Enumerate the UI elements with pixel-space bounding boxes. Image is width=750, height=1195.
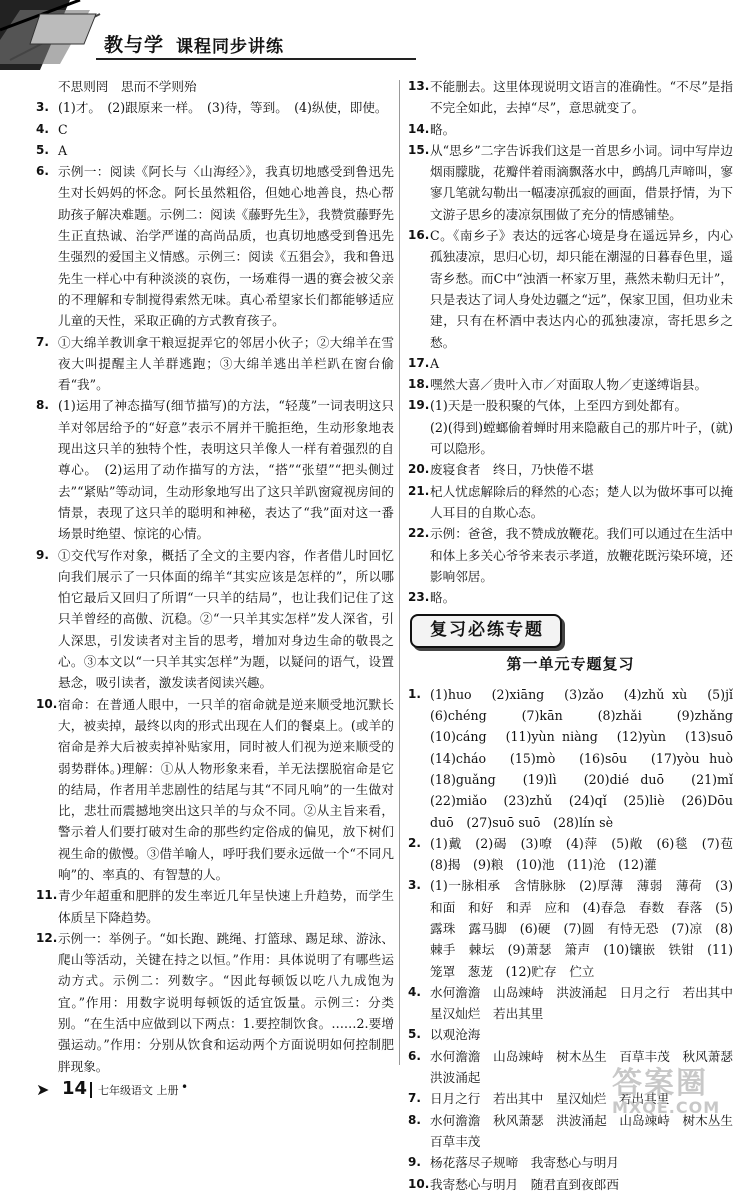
answer-item [408,481,733,524]
header-title: 课程同步讲练 [176,37,284,57]
item-number: 17. [408,355,430,370]
footer-divider [90,1082,92,1098]
answer-item [408,119,733,140]
answer-item [36,928,394,1077]
item-number: 18. [408,377,430,392]
item-text: 示例一：举例子。“如长跑、跳绳、打篮球、踢足球、游泳、爬山等活动，关键在持之以恒。”作用：具体说明了有哪些运动方式。示例二：列数字。“因此每顿饭以吃八九成饱为宜。”作用：用数字说明每顿饭的适宜饭量。示例三：分类别。“在生活中应做到以下两点：1.要控制饮食。……2.要增强运动。”作用：分别从饮食和运动两个方面说明如何控制肥胖现象。 [58,930,394,1074]
item-number: 5. [408,1027,421,1042]
answer-item [36,545,394,694]
item-text: 水何澹澹 山岛竦峙 树木丛生 百草丰茂 秋风萧瑟 洪波涌起 [430,1048,746,1086]
item-text: 宿命：在普通人眼中，一只羊的宿命就是逆来顺受地沉默长大，被卖掉，最终以肉的形式出现在人们的餐桌上。(或羊的宿命是养大后被卖掉补贴家用，同时被人们视为逆来顺受的弱势群体。)理解：①从人物形象来看，羊无法摆脱宿命是它的结局，作者用羊悲剧性的结尾与其“不同凡响”的一生做对比，悲壮而震撼地突出这只羊的与众不同。②从主旨来看，警示着人们要打破对生命的那些约定俗成的偏见，放下树们视生命的傲慢。③借羊喻人，呼吁我们要永远做一个“不同凡响”的、率真的、有智慧的人。 [58,696,394,882]
item-text: (1)一脉相承 含情脉脉 (2)厚薄 薄弱 薄荷 (3)和面 和好 和弄 应和 (4)春急 春数 春落 (5)露珠 露马脚 (6)硬 (7)圆 有恃无恐 (7)凉 (8)棘手 棘坛 (9)萧瑟 箫声 (10)镶嵌 铁钳 (11)笼罩 葱茏 (12)贮存 伫立 [430,878,733,979]
answer-item [408,417,733,460]
answer-item [408,76,733,119]
column-divider [399,80,400,1065]
item-number: 4. [408,984,421,999]
item-text: ①交代写作对象，概括了全文的主要内容，作者借儿时回忆向我们展示了一只体面的绵羊“其实应该是怎样的”，所以哪怕它最后又回归了所谓“一只羊的结局”，也让我们记住了这只羊曾经的高傲、沉稳。②“一只羊其实怎样”发人深省，引人深思，引发读者对主旨的思考，增加对身边生命的敬畏之心。③本文以“一只羊其实怎样”为题，以疑问的语气，设置悬念，吸引读者，激发读者阅读兴趣。 [58,547,394,691]
item-number: 2. [408,835,421,850]
item-text: 嘿然大喜／贵叶入市／对面取人物／吏遂缚诣县。 [430,377,708,393]
page-number: 14 [62,1078,88,1099]
section-badge-wrap [410,614,733,648]
item-number: 8. [408,1112,421,1127]
item-number: 16. [408,228,430,243]
footer-dot: • [181,1080,189,1094]
item-number: 7. [36,334,49,349]
item-number: 10. [36,696,58,711]
item-number: 15. [408,142,430,157]
answer-item [408,374,733,395]
item-number: 13. [408,79,430,93]
item-text: 略。 [430,121,456,137]
item-number: 3. [408,878,421,893]
answer-item [36,332,394,396]
item-text: 青少年超重和肥胖的发生率近几年呈快速上升趋势，而学生体质呈下降趋势。 [58,888,394,925]
review-item [408,833,746,876]
review-item [408,982,746,1025]
page-footer [36,1078,396,1108]
item-number: 6. [36,164,49,179]
item-text: 水何澹澹 秋风萧瑟 洪波涌起 山岛竦峙 树木丛生 百草丰茂 [430,1112,746,1149]
answer-item [36,161,394,331]
item-number: 1. [408,686,421,701]
item-number: 19. [408,398,430,413]
item-number: 9. [36,547,49,562]
item-text: 不能删去。这里体现说明文语言的准确性。“不尽”是指不完全如此，去掉“尽”，意思就变了。 [430,79,733,116]
item-text: 水何澹澹 山岛竦峙 洪波涌起 日月之行 若出其中 星汉灿烂 若出其里 [430,984,746,1022]
watermark [612,1058,744,1120]
item-number: 10. [408,1176,430,1191]
item-number: 4. [36,121,49,136]
item-text: C [58,121,68,137]
answer-item [408,225,733,353]
answer-item [408,353,733,374]
item-text: A [58,142,68,158]
watermark-top: 答案圈 [612,1066,708,1101]
item-text: 日月之行 若出其中 星汉灿烂 若出其里 [430,1091,670,1107]
item-text: 略。 [430,590,456,606]
item-number: 21. [408,483,430,498]
item-number: 11. [36,888,58,903]
item-number: 7. [408,1091,421,1106]
item-text: 杞人忧虑解除后的释然的心态；楚人以为做坏事可以掩人耳目的自欺心态。 [430,483,733,520]
header-logo: 教与学 [104,34,165,56]
answer-item [408,459,733,480]
review-item [408,1174,733,1195]
answer-item [36,885,394,928]
section-badge: 复习必练专题 [410,614,562,647]
item-number: 14. [408,121,430,136]
item-number: 6. [408,1048,421,1063]
item-text: 我寄愁心与明月 随君直到夜郎西 [430,1176,619,1192]
item-text: 杨花落尽子规啼 我寄愁心与明月 [430,1155,619,1171]
answer-item [408,587,733,608]
item-text: (2)(得到)螳螂偷着蝉时用来隐蔽自己的那片叶子，(就)可以隐形。 [430,419,733,457]
answer-item [36,119,394,140]
item-number: 12. [36,930,58,945]
answer-item [408,395,733,416]
item-text: 从“思乡”二字告诉我们这是一首思乡小词。词中写岸边烟雨朦胧，花瓣伴着雨滴飘落水中，鹧鸪几声啼叫，寥寥几笔就勾勒出一幅凄凉孤寂的画面，借景抒情，为下文游子思乡的凄凉氛围做了充分的情感铺垫。 [430,142,733,222]
item-number: 9. [408,1155,421,1170]
page-header [0,0,750,72]
item-text: A [430,355,440,371]
item-number: 23. [408,590,430,605]
answer-item [408,523,733,587]
answer-item [36,140,394,161]
item-text: (1)戴 (2)碣 (3)嘹 (4)萍 (5)敞 (6)毯 (7)苞 (8)揭 (9)粮 (10)池 (11)沧 (12)灌 [430,835,746,873]
item-number: 22. [408,526,430,541]
review-item [408,1152,733,1173]
item-number: 8. [36,398,49,413]
item-text: 废寝食者 终日，乃快倦不堪 [430,462,594,478]
answer-item [36,395,394,544]
item-text: ①大绵羊教训拿干粮逗捉弄它的邻居小伙子；②大绵羊在雪夜大叫提醒主人羊群逃跑；③大绵羊逃出羊栏趴在窗台偷看“我”。 [58,334,394,393]
watermark-bottom: MXQE.COM [612,1098,721,1117]
item-text: (1)huo (2)xiāng (3)zǎo (4)zhǔ xù (5)jǐ (6)chéng (7)kān (8)zhǎi (9)zhǎng (10)cáng (11)yùn niàng (12)yùn (13)suō (14)cháo (15)mò (16)sōu (17)yòu huò (18)guǎng (19)lì (20)dié duō (21)mǐ (22)miǎo (23)zhǔ (24)qǐ (25)liè (26)Dōu duō (27)suō suō (28)lín sè [430,686,746,830]
item-text: (1)天是一股积聚的气体，上至四方到处都有。 [430,398,688,414]
header-underline [96,58,416,60]
unit-title: 第一单元专题复习 [506,655,635,674]
item-number: 20. [408,462,430,477]
item-number: 5. [36,142,49,157]
answer-item [408,140,733,225]
review-item [408,684,746,833]
right-column [408,76,746,1195]
answer-item [36,694,394,886]
item-text: (1)才。 (2)跟原来一样。 (3)待，等到。 (4)纵使，即使。 [58,100,388,116]
review-item [408,1024,733,1045]
arrow-right-icon: ➤ [36,1080,50,1099]
item-text: C。《南乡子》表达的远客心境是身在遥远异乡，内心孤独凄凉，思归心切，却只能在潮湿的日暮春色里，遥寄乡愁。而C中“浊酒一杯家万里，燕然未勒归无计”，只是表达了词人身处边疆之“远”，保家卫国，但功业未建，只有在杯酒中表达内心的孤独凄凉，寄托思乡之愁。 [430,228,733,350]
item-text: 示例一：阅读《阿长与〈山海经〉》，我真切地感受到鲁迅先生对长妈妈的怀念。阿长虽然粗俗，但她心地善良，热心帮助孩子解决难题。示例二：阅读《藤野先生》，我赞赏藤野先生正直热诚、治学严谨的高尚品质，也真切地感受到鲁迅先生强烈的爱国主义情感。示例三：阅读《五猖会》，我和鲁迅先生一样心中有种淡淡的哀伤，一场难得一遇的赛会被父亲的不理解和专制搅得索然无味。真心希望家长们都能够适应儿童的天性，采取正确的方式教育孩子。 [58,164,394,329]
item-text: 示例：爸爸，我不赞成放鞭花。我们可以通过在生活中和体上多关心爷爷来表示孝道，放鞭花既污染环境，还影响邻居。 [430,526,733,584]
review-item [408,875,733,981]
item-text: (1)运用了神态描写(细节描写)的方法，“轻蔑”一词表明这只羊对邻居给予的“好意”表示不屑并干脆拒绝，生动形象地表现出这只羊的独特个性，表明这只羊像人一样有着强烈的自尊心。 (2)运用了动作描写的方法，“搭”“张望”“把头侧过去”“紧贴”等动词，生动形象地写出了这只羊趴窗窥视房间的情景，表现了这只羊的聪明和神秘，表达了“我”面对这一番场景时绝望、惊诧的心情。 [58,398,394,542]
answer-item [36,97,394,118]
left-column [36,76,394,1077]
item-number: 3. [36,100,49,115]
item-text: 以观沧海 [430,1027,481,1043]
book-label: 七年级语文 上册 [98,1084,179,1097]
item-text: 不思则罔 思而不学则殆 [58,79,197,94]
answer-item [36,76,394,97]
